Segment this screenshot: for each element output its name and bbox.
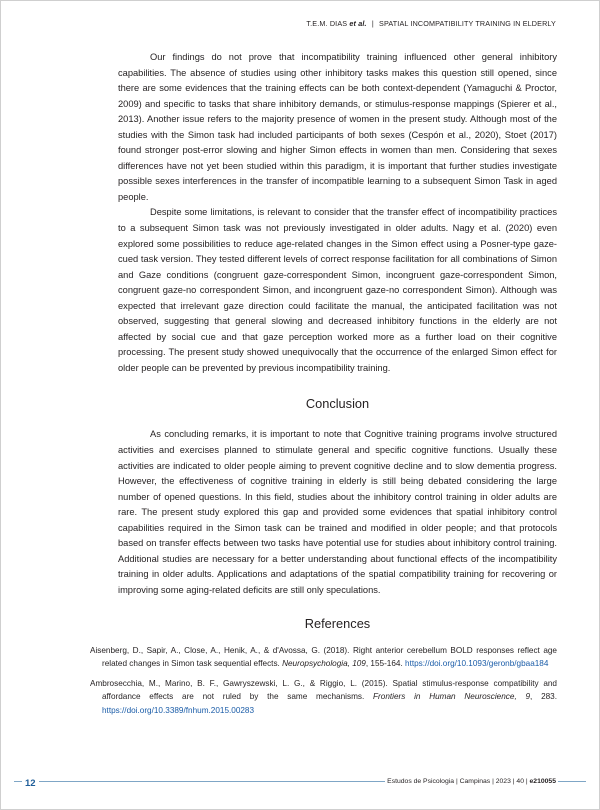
page-number: 12 bbox=[22, 778, 39, 789]
article-id: e210055 bbox=[529, 778, 556, 785]
reference-authors-title: Ambrosecchia, M., Marino, B. F., Gawryszewski, L. G., & Riggio, L. (2015). Spatial stimulus-response compatibility and affordance effects are not ruled by the same mechanisms. bbox=[90, 678, 557, 702]
running-head-authors: T.E.M. DIAS bbox=[306, 19, 348, 28]
journal-info: Estudos de Psicologia | Campinas | 2023 | 40 | e210055 bbox=[387, 778, 556, 785]
journal-city: Campinas bbox=[459, 778, 491, 785]
journal-volume: 40 bbox=[516, 778, 524, 785]
reference-pages: , 283. bbox=[530, 692, 557, 702]
reference-doi-link[interactable]: https://doi.org/10.1093/geronb/gbaa184 bbox=[405, 659, 549, 669]
reference-volume: , 109 bbox=[347, 659, 366, 669]
journal-year: 2023 bbox=[495, 778, 511, 785]
conclusion-paragraph: As concluding remarks, it is important to note that Cognitive training programs involve structured activities and exercises planned to stimulate general and specific cognitive functions. Usually these activities are indicated to older people aiming to prevent cognitive decline and to slow dementia progress. However, the effectiveness of cognitive training in elderly is still being debated considering the large number of opened questions. In this field, studies about the inhibitory control training in older adults are rare. The present study explored this gap and provided some evidences that spatial inhibitory control capabilities required in the Simon task can be trained and modified in older people; and that protocols based on transfer effects between two tasks have potential use for studies about inhibitory control training. Additional studies are necessary for a better understanding about functional effects of the incompatibility training in older adults. Applications and adaptations of the spatial compatibility training for recovering or improving some aging-related deficits are still only speculations. bbox=[118, 429, 557, 595]
discussion-paragraph-2: Despite some limitations, is relevant to consider that the transfer effect of incompatibility practices to a subsequent Simon task was not previously investigated in older adults. Nagy et al. (2020) even explored some possibilities to reduce age-related changes in the Simon effect using a Posner-type gaze-cued task version. They tested different levels of correct response facilitation for all combinations of Simon and Gaze conditions (congruent gaze-correspondent Simon, incongruent gaze-correspondent Simon, congruent gaze-no correspondent Simon, and incongruent gaze-no correspondent Simon). Although was expected that irrelevant gaze direction could facilitate the manual, the anticipated facilitation was not observed, suggesting that general slowing and decreased inhibitory functions in the elderly are not affected by social cue and that gaze perception worked more as a further load on their cognitive processing. The present study showed unequivocally that the occurrence of the enlarged Simon effect for older people can be prevented by previous incompatibility training. bbox=[118, 207, 557, 373]
reference-item bbox=[90, 677, 557, 718]
running-head bbox=[306, 19, 556, 28]
running-head-separator: | bbox=[371, 19, 374, 28]
reference-doi-link[interactable]: https://doi.org/10.3389/fnhum.2015.00283 bbox=[102, 705, 255, 715]
journal-name: Estudos de Psicologia bbox=[387, 778, 455, 785]
reference-authors-title: Aisenberg, D., Sapir, A., Close, A., Henik, A., & d'Avossa, G. (2018). Right anterior cerebellum BOLD responses reflect age related changes in Simon task sequential effects. bbox=[90, 645, 557, 669]
reference-journal: Neuropsychologia bbox=[282, 659, 348, 669]
reference-item bbox=[90, 644, 557, 671]
reference-list bbox=[90, 644, 557, 718]
running-head-etal: et al. bbox=[349, 19, 367, 28]
reference-journal: Frontiers in Human Neuroscience bbox=[373, 692, 515, 702]
running-head-title: SPATIAL INCOMPATIBILITY TRAINING IN ELDERLY bbox=[379, 19, 556, 28]
reference-pages: , 155-164. bbox=[365, 659, 406, 669]
references-heading: References bbox=[304, 615, 371, 631]
body-column bbox=[90, 50, 557, 723]
discussion-paragraph-1: Our findings do not prove that incompatibility training influenced other general inhibitory capabilities. The absence of studies using other inhibitory tasks makes this question still opened, since there are some evidences that the training effects can be both context-dependent (Yamaguchi & Proctor, 2009) and specific to tasks that share inhibitory demands, or stimulus-response mappings (Spierer et al., 2013). Another issue refers to the majority presence of women in the present study. Although most of the studies with the Simon task had included participants of both sexes (Cespón et al., 2020), Stoet (2017) found stronger post-error slowing and higher Simon effects in women than men. Considering that sexes differences have not yet been studied within this paradigm, it is important that further studies investigate possible sexes interferences in the transfer of incompatible learning to a subsequent Simon Task in aged people. bbox=[118, 52, 557, 202]
reference-volume: , 9 bbox=[514, 692, 531, 702]
conclusion-heading: Conclusion bbox=[305, 396, 370, 412]
